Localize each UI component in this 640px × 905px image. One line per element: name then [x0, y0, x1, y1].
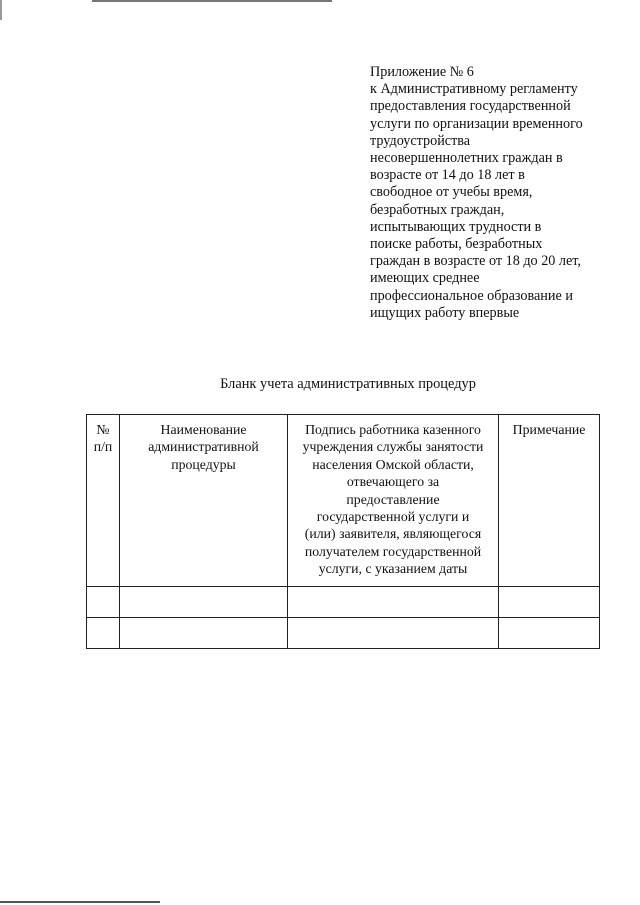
appendix-line: к Административному регламенту	[370, 81, 578, 98]
header-line: отвечающего за	[346, 474, 440, 490]
header-line: получателем государственной	[304, 543, 482, 559]
header-line: административной	[148, 439, 259, 455]
appendix-line: профессиональное образование и	[370, 287, 573, 304]
header-line: предоставление	[346, 491, 440, 507]
table-cell	[288, 617, 499, 648]
header-line: п/п	[93, 439, 113, 455]
appendix-line: поиске работы, безработных	[370, 236, 543, 253]
header-line: Примечание	[512, 422, 586, 437]
table-cell	[499, 617, 600, 648]
table-cell	[87, 617, 120, 648]
header-line: учреждения службы занятости	[302, 439, 484, 455]
header-signature	[288, 415, 499, 587]
header-line: №	[96, 422, 110, 437]
procedures-log-table	[86, 414, 600, 649]
appendix-line: услуги по организации временного	[370, 115, 583, 132]
header-line: государственной услуги и	[316, 509, 470, 525]
appendix-line: безработных граждан,	[370, 201, 505, 218]
header-line: (или) заявителя, являющегося	[304, 526, 482, 542]
table-row	[87, 617, 600, 648]
table-cell	[120, 586, 288, 617]
form-title: Бланк учета административных процедур	[220, 376, 476, 392]
header-line: услуги, с указанием даты	[318, 561, 468, 577]
appendix-line: граждан в возрасте от 18 до 20 лет,	[370, 253, 581, 270]
scan-edge-mark-left	[0, 0, 2, 20]
header-note	[499, 415, 600, 587]
appendix-reference-block	[370, 64, 620, 322]
header-line: процедуры	[171, 456, 236, 472]
header-number	[87, 415, 120, 587]
appendix-line: имеющих среднее	[370, 270, 480, 287]
header-line: Подпись работника казенного	[305, 422, 481, 437]
appendix-line: трудоустройства	[370, 132, 471, 149]
scan-edge-mark-bottom	[0, 901, 160, 903]
appendix-line: несовершеннолетних граждан в	[370, 150, 563, 167]
header-line: населения Омской области,	[312, 456, 474, 472]
table-cell	[499, 586, 600, 617]
appendix-line: предоставления государственной	[370, 98, 571, 115]
appendix-line: испытывающих трудности в	[370, 218, 542, 235]
table-cell	[120, 617, 288, 648]
appendix-line: ищущих работу впервые	[370, 304, 520, 321]
appendix-line: свободное от учебы время,	[370, 184, 533, 201]
table-cell	[288, 586, 499, 617]
header-procedure-name	[120, 415, 288, 587]
table-row	[87, 586, 600, 617]
appendix-line: Приложение № 6	[370, 64, 474, 80]
table-header-row	[87, 415, 600, 587]
appendix-line: возрасте от 14 до 18 лет в	[370, 167, 525, 184]
header-line: Наименование	[160, 422, 247, 437]
scan-edge-mark-top	[92, 0, 332, 2]
table-cell	[87, 586, 120, 617]
